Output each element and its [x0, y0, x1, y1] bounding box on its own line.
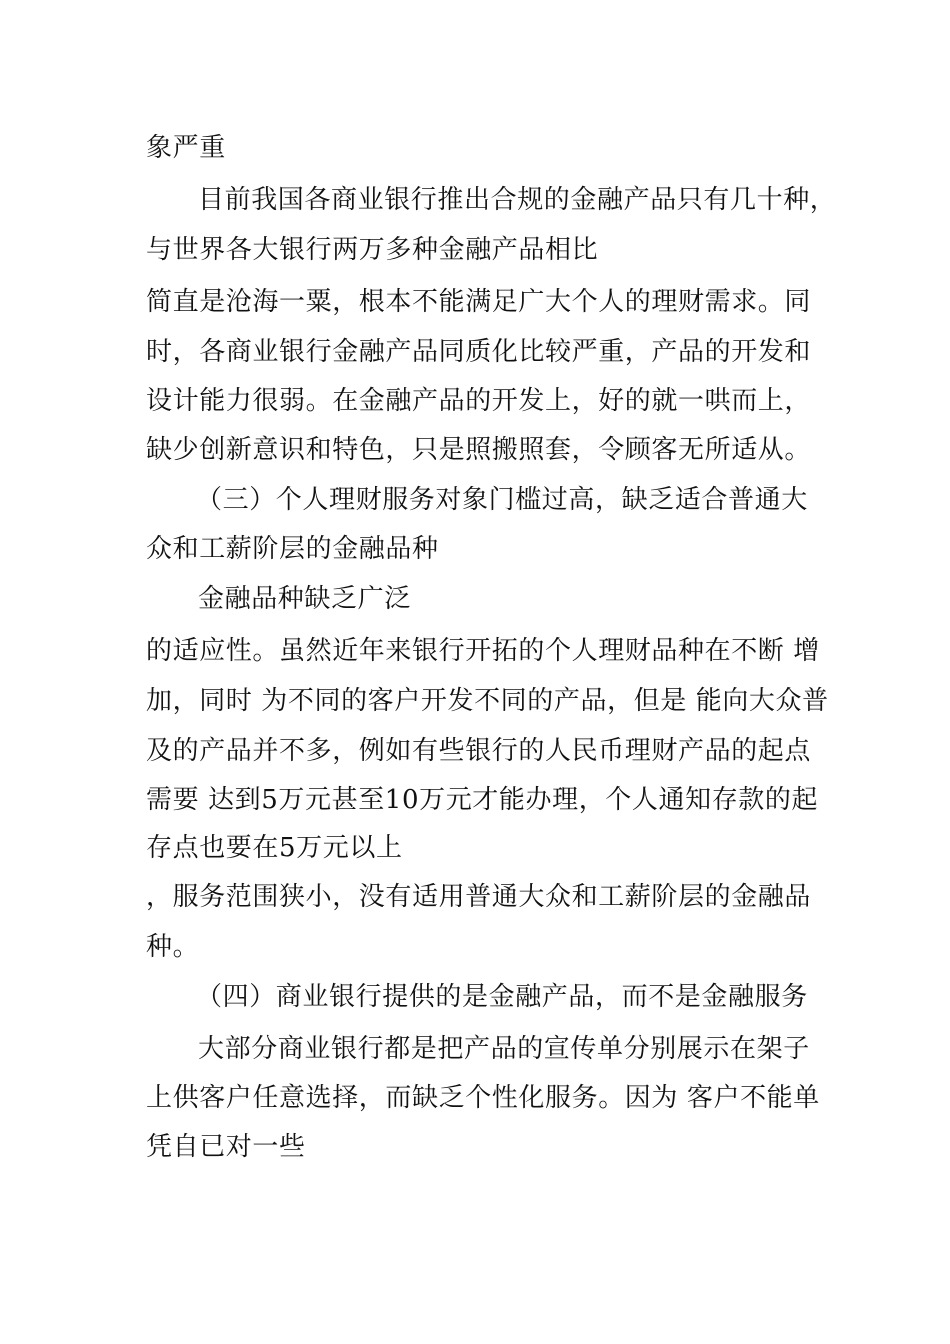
paragraph-line: 象严重: [146, 133, 226, 163]
section-heading: （三）个人理财服务对象门槛过高，缺乏适合普通大: [196, 485, 808, 515]
paragraph-line: ，服务范围狭小，没有适用普通大众和工薪阶层的金融品: [146, 882, 812, 912]
paragraph-line: 需要 达到5万元甚至10万元才能办理，个人通知存款的起: [146, 785, 819, 815]
paragraph-line: 大部分商业银行都是把产品的宣传单分别展示在架子: [198, 1034, 810, 1064]
paragraph-line: 时，各商业银行金融产品同质化比较严重，产品的开发和: [146, 337, 812, 367]
paragraph-line: 的适应性。虽然近年来银行开拓的个人理财品种在不断 增: [146, 636, 820, 666]
paragraph-line: 设计能力很弱。在金融产品的开发上，好的就一哄而上，: [146, 386, 812, 416]
section-heading-continued: 众和工薪阶层的金融品种: [146, 534, 439, 564]
paragraph-line: 与世界各大银行两万多种金融产品相比: [146, 235, 599, 265]
paragraph-line: 上供客户任意选择，而缺乏个性化服务。因为 客户不能单: [146, 1083, 820, 1113]
paragraph-line: 凭自已对一些: [146, 1132, 306, 1162]
paragraph-line: 简直是沧海一粟，根本不能满足广大个人的理财需求。同: [146, 287, 812, 317]
paragraph-line: 缺少创新意识和特色，只是照搬照套，令顾客无所适从。: [146, 435, 812, 465]
paragraph-line: 及的产品并不多，例如有些银行的人民币理财产品的起点: [146, 736, 812, 766]
paragraph-line: 种。: [146, 932, 200, 962]
paragraph-line: 存点也要在5万元以上: [146, 833, 403, 863]
section-heading: （四）商业银行提供的是金融产品，而不是金融服务: [196, 982, 808, 1012]
paragraph-line: 金融品种缺乏广泛: [198, 584, 411, 614]
paragraph-line: 目前我国各商业银行推出合规的金融产品只有几十种，: [198, 185, 837, 215]
paragraph-line: 加，同时 为不同的客户开发不同的产品，但是 能向大众普: [146, 686, 829, 716]
